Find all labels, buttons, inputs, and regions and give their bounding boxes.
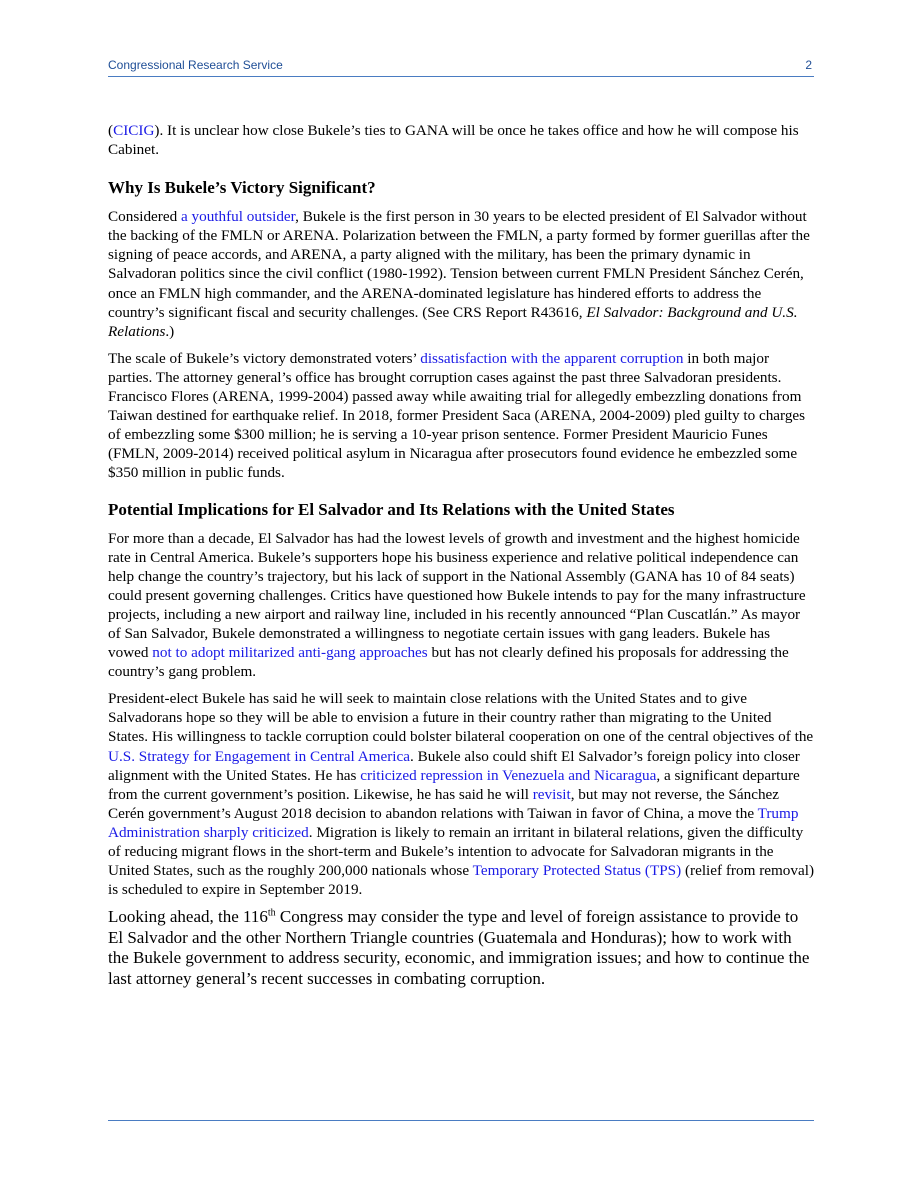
body-text: [108, 121, 814, 997]
paragraph-growth: For more than a decade, El Salvador has had the lowest levels of growth and investment and the highest homicide rate in Central America. Bukele’s supporters hope his business experience and relative political independence can help change the country’s trajectory, but his lack of support in the National Assembly (GANA has 10 of 84 seats) could present governing challenges. Critics have questioned how Bukele intends to pay for the many infrastructure projects, including a new airport and railway line, included in his recently announced “Plan Cuscatlán.” As mayor of San Salvador, Bukele demonstrated a willingness to negotiate certain issues with gang leaders. Bukele has vowed not to adopt militarized anti-gang approaches but has not clearly defined his proposals for addressing the country’s gang problem.: [108, 529, 806, 681]
running-header: [108, 58, 814, 77]
link-tps[interactable]: Temporary Protected Status (TPS): [472, 862, 682, 880]
paragraph-cicig: (CICIG). It is unclear how close Bukele’s ties to GANA will be once he takes office and how he will compose his Cabinet.: [108, 122, 799, 159]
link-revisit[interactable]: revisit: [532, 785, 571, 803]
link-us-strategy[interactable]: U.S. Strategy for Engagement in Central America: [108, 747, 410, 765]
paragraph-looking-ahead: Looking ahead, the 116th Congress may consider the type and level of foreign assistance to provide to El Salvador and the other Northern Triangle countries (Guatemala and Honduras); how to work with the Bukele government to address security, economic, and immigration issues; and how to continue the last attorney general’s recent successes in combating corruption.: [108, 907, 810, 988]
link-anti-gang[interactable]: not to adopt militarized anti-gang approaches: [152, 644, 428, 662]
heading-implications: Potential Implications for El Salvador and Its Relations with the United States: [108, 499, 675, 519]
ordinal-suffix: th: [267, 907, 276, 919]
heading-victory-significant: Why Is Bukele’s Victory Significant?: [108, 178, 376, 198]
link-cicig[interactable]: CICIG: [113, 122, 155, 139]
paragraph-outsider: Considered a youthful outsider, Bukele is the first person in 30 years to be elected president of El Salvador without the backing of the FMLN or ARENA. Polarization between the FMLN, a party formed by former guerillas after the signing of peace accords, and ARENA, a party aligned with the military, has been the primary dynamic in Salvadoran politics since the civil conflict (1980-1992). Tension between current FMLN President Sánchez Cerén, once an FMLN high commander, and the ARENA-dominated legislature has hindered efforts to address the country’s significant fiscal and security challenges. (See CRS Report R43616, El Salvador: Background and U.S. Relations.): [108, 208, 810, 340]
report-title: El Salvador: Background and U.S. Relations: [108, 303, 798, 340]
header-org: Congressional Research Service: [108, 58, 283, 72]
paragraph-corruption: The scale of Bukele’s victory demonstrated voters’ dissatisfaction with the apparent corruption in both major parties. The attorney general’s office has brought corruption cases against the past three Salvadoran presidents. Francisco Flores (ARENA, 1999-2004) passed away while awaiting trial for allegedly embezzling donations from Taiwan destined for earthquake relief. In 2018, former President Saca (ARENA, 2004-2009) pled guilty to charges of embezzling some $300 million; he is serving a 10-year prison sentence. Former President Mauricio Funes (FMLN, 2009-2014) received political asylum in Nicaragua after prosecutors found evidence he embezzled some $350 million in public funds.: [108, 349, 806, 482]
footer-rule: [108, 1120, 814, 1121]
link-trump-criticized[interactable]: Trump Administration sharply criticized: [108, 804, 799, 841]
link-dissatisfaction[interactable]: dissatisfaction with the apparent corruption: [420, 349, 684, 367]
page-number: 2: [805, 58, 812, 72]
paragraph-relations: President-elect Bukele has said he will seek to maintain close relations with the United States and to give Salvadorans hope so they will be able to envision a future in their country rather than migrating to the United States. His willingness to tackle corruption could bolster bilateral cooperation on one of the central objectives of the U.S. Strategy for Engagement in Central America. Bukele also could shift El Salvador’s foreign policy into closer alignment with the United States. He has criticized repression in Venezuela and Nicaragua, a significant departure from the current government’s position. Likewise, he has said he will revisit, but may not reverse, the Sánchez Cerén government’s August 2018 decision to abandon relations with Taiwan in favor of China, a move the Trump Administration sharply criticized. Migration is likely to remain an irritant in bilateral relations, given the difficulty of reducing migrant flows in the short-term and Bukele’s intention to advocate for Salvadoran migrants in the United States, such as the roughly 200,000 nationals whose Temporary Protected Status (TPS) (relief from removal) is scheduled to expire in September 2019.: [108, 690, 815, 899]
link-youthful-outsider[interactable]: a youthful outsider: [180, 208, 296, 226]
link-repression[interactable]: criticized repression in Venezuela and Nicaragua: [360, 766, 657, 784]
